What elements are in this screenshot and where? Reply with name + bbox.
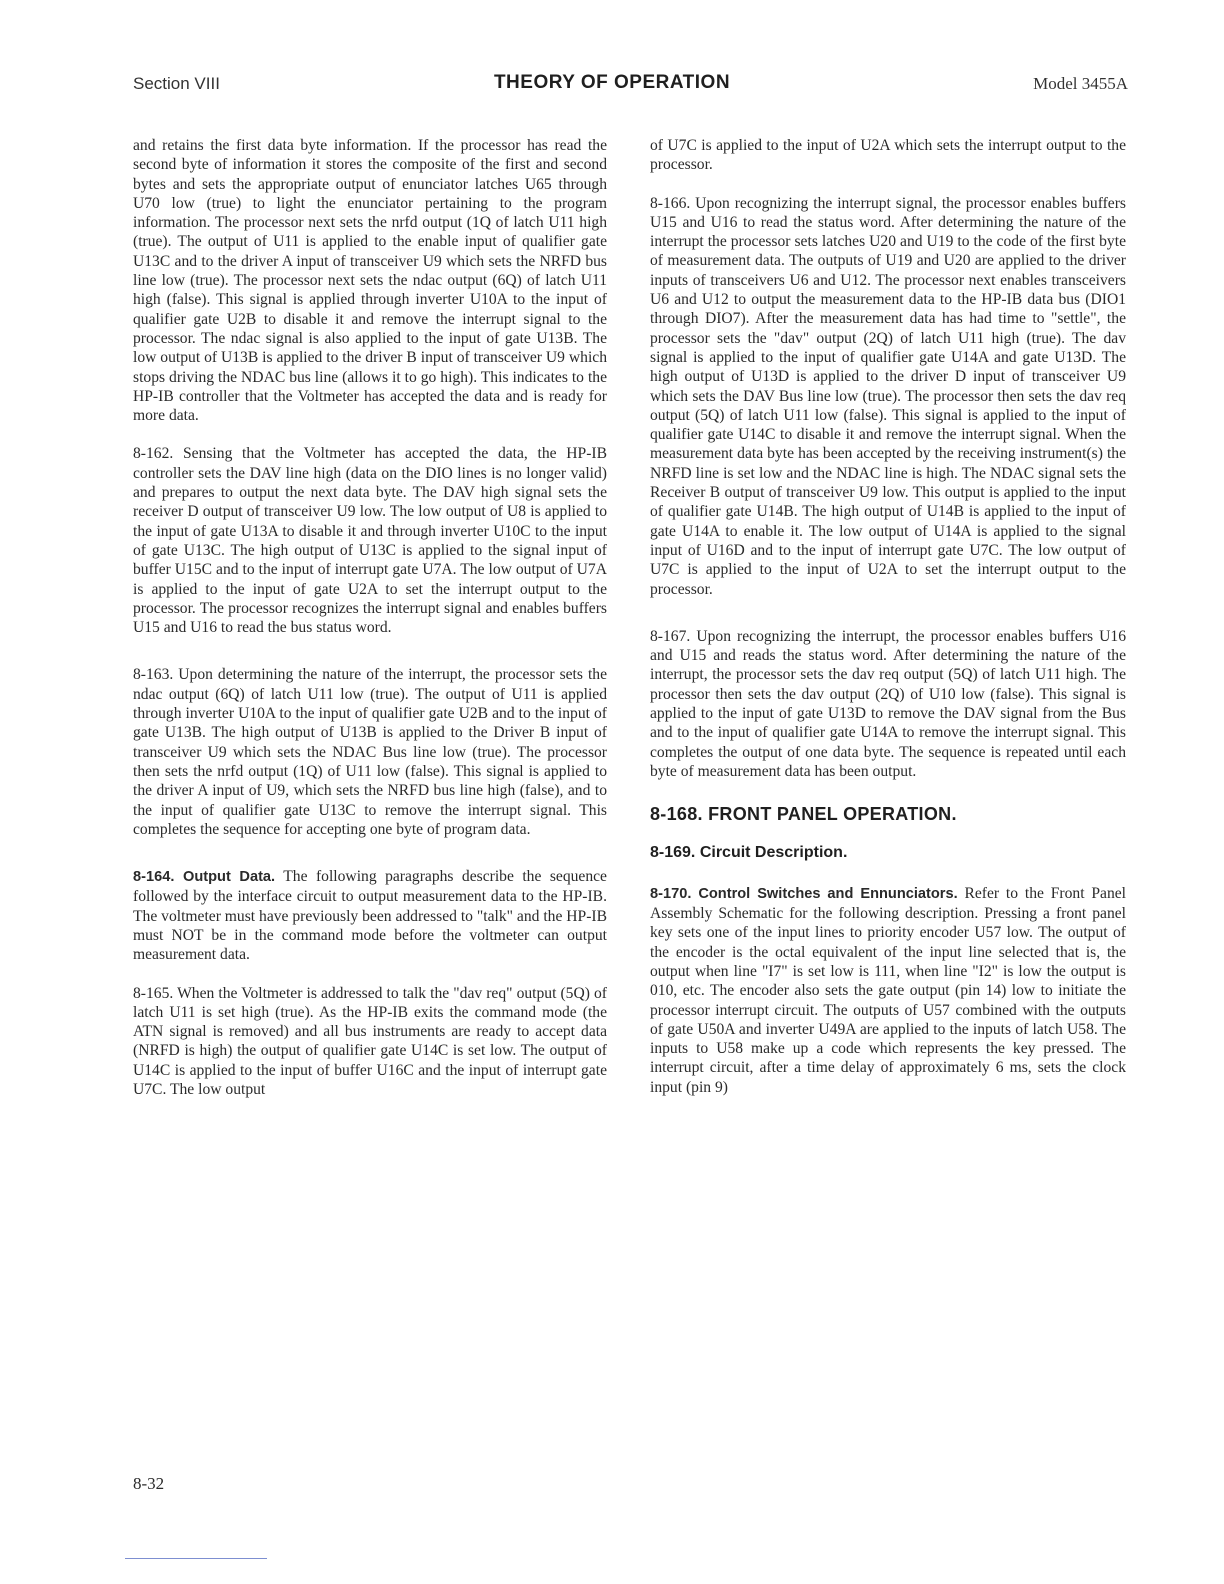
paragraph-body: The following paragraphs describe the sequence followed by the interface circuit to output measurement data to the HP-IB. The voltmeter must have previously been addressed to "talk" and the HP-IB must NOT be in the command mode before the voltmeter can output measurement data. — [133, 868, 607, 964]
paragraph-8-166: 8-166. Upon recognizing the interrupt signal, the processor enables buffers U15 and U16 to read the status word. After determining the nature of the interrupt the processor sets latches U20 and U19 to the code of the first byte of measurement data. The outputs of U19 and U20 are applied to the driver inputs of transceivers U6 and U12. The processor next enables transceivers U6 and U12 to output the measurement data to the HP-IB data bus (DIO1 through DIO7). After the measurement data has had time to "settle", the processor sets the "dav" output (2Q) of latch U11 high (true). The dav signal is applied to the input of qualifier gate U14A and gate U13D. The high output of U13D is applied to the driver D input of transceiver U9 which sets the DAV Bus line low (true). The processor then sets the dav req output (5Q) of latch U11 low (false). This signal is applied to the input of qualifier gate U14C to disable it and remove the interrupt signal. When the measurement data byte has been accepted by the receiving instrument(s) the NRFD line is set low and the NDAC line is high. The NDAC signal sets the Receiver B output of transceiver U9 low. This output is applied to the input of qualifier gate U14B. The high output of U14B is applied to the input of gate U14A to enable it. The low output of U14A is applied to the signal input of U16D and to the input of interrupt gate U7C. The low output of U7C is applied to the input of U2A to set the interrupt output to the processor. — [650, 194, 1126, 598]
paragraph-heading: 8-164. Output Data. — [133, 869, 276, 886]
paragraph-8-165: 8-165. When the Voltmeter is addressed to talk the "dav req" output (5Q) of latch U11 is set high (true). As the HP-IB exits the command mode (the ATN signal is removed) and all bus instruments are ready to accept data (NRFD is high) the output of qualifier gate U14C is set low. The output of U14C is applied to the input of buffer U16C and the input of interrupt gate U7C. The low output — [133, 984, 607, 1099]
subsection-heading: 8-169. Circuit Description. — [650, 843, 848, 861]
paragraph-8-167: 8-167. Upon recognizing the interrupt, the processor enables buffers U16 and U15 and reads the status word. After determining the nature of the interrupt, the processor sets the dav req output (5Q) of latch U11 high. The processor then sets the dav output (2Q) of U10 low (false). This signal is applied to the input of gate U13D to remove the DAV signal from the Bus and to the input of qualifier gate U14A to remove the interrupt signal. This completes the output of one data byte. The sequence is repeated until each byte of measurement data has been output. — [650, 627, 1126, 780]
paragraph-8-164 — [133, 867, 607, 964]
page-title: THEORY OF OPERATION — [493, 72, 731, 93]
paragraph-8-170 — [650, 884, 1126, 1097]
paragraph-body: Refer to the Front Panel Assembly Schematic for the following description. Pressing a front panel key sets one of the input lines to priority encoder U57 low. The output of the encoder is the octal equivalent of the input line selected that is, the output when line "I7" is set low is 111, when line "I2" is low the output is 010, etc. The encoder also sets the gate output (pin 14) low to initiate the processor interrupt circuit. The outputs of U57 combined with the outputs of gate U50A and inverter U49A are applied to the inputs of latch U58. The inputs to U58 make up a code which represents the key pressed. The interrupt circuit, after a time delay of approximately 6 ms, sets the clock input (pin 9) — [650, 884, 1126, 1096]
divider — [125, 1558, 267, 1559]
model-label: Model 3455A — [1033, 74, 1128, 93]
section-label: Section VIII — [133, 74, 220, 93]
paragraph-8-162: 8-162. Sensing that the Voltmeter has accepted the data, the HP-IB controller sets the DAV line high (data on the DIO lines is no longer valid) and prepares to output the next data byte. The DAV high signal sets the receiver D output of transceiver U9 low. The low output of U8 is applied to the input of gate U13A to disable it and through inverter U10C to the input of gate U13C. The high output of U13C is applied to the signal input of buffer U15C and to the input of interrupt gate U7A. The low output of U7A is applied to the input of gate U2A to set the interrupt output to the processor. The processor recognizes the interrupt signal and enables buffers U15 and U16 to read the bus status word. — [133, 445, 607, 637]
left-column — [133, 136, 607, 1118]
paragraph: of U7C is applied to the input of U2A which sets the interrupt output to the processor. — [650, 137, 1126, 174]
section-heading: 8-168. FRONT PANEL OPERATION. — [650, 804, 957, 825]
right-column — [650, 136, 1126, 1116]
paragraph: and retains the first data byte information. If the processor has read the second byte of information it stores the composite of the first and second bytes and sets the appropriate output of enunciator latches U65 through U70 low (true) to light the enunciator pertaining to the program information. The processor next sets the nrfd output (1Q of latch U11 high (true). The output of U11 is applied to the enable input of qualifier gate U13C and to the driver A input of transceiver U9 which sets the NRFD bus line low (true). The processor next sets the ndac output (6Q) of latch U11 high (false). This signal is applied through inverter U10A to the input of qualifier gate U2B to disable it and remove the interrupt signal to the processor. The ndac signal is also applied to the input of gate U13B. The low output of U13B is applied to the driver B input of transceiver U9 which stops driving the NDAC bus line (allows it to go high). This indicates to the HP-IB controller that the Voltmeter has accepted the data and is ready for more data. — [133, 137, 607, 425]
paragraph-8-163: 8-163. Upon determining the nature of the interrupt, the processor sets the ndac output (6Q) of latch U11 low (true). The output of U11 is applied through inverter U10A to the input of qualifier gate U2B and to the input of gate U13B. The high output of U13B is applied to the Driver B input of transceiver U9 which sets the NDAC Bus line low (true). The processor then sets the nrfd output (1Q) of U11 low (false). This signal is applied to the driver A input of U9, which sets the NRFD bus line high (false), and to the input of qualifier gate U13C to remove the interrupt signal. This completes the sequence for accepting one byte of program data. — [133, 666, 607, 838]
paragraph-heading: 8-170. Control Switches and Ennunciators. — [650, 885, 958, 902]
page-number: 8-32 — [133, 1474, 165, 1493]
